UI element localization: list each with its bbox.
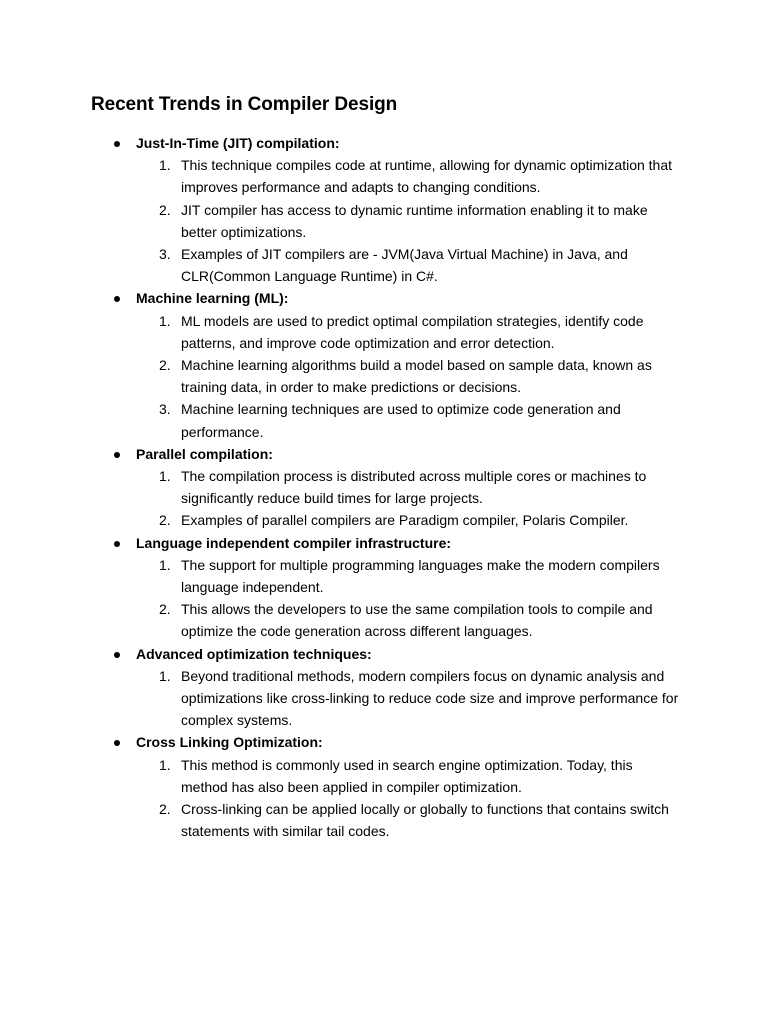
trend-points — [136, 465, 694, 532]
point-text: JIT compiler has access to dynamic runtime information enabling it to make better optimizations. — [181, 201, 648, 240]
bullet-icon — [114, 740, 120, 746]
trend-item-advanced-optimization — [114, 643, 694, 732]
list-number: 2 . — [159, 509, 177, 531]
list-number: 1 . — [159, 554, 177, 576]
point-text: Machine learning techniques are used to optimize code generation and performance. — [181, 401, 621, 440]
trend-point — [136, 465, 681, 509]
trend-point — [136, 154, 681, 198]
point-text: This technique compiles code at runtime, allowing for dynamic optimization that improves performance and adapts to changing conditions. — [181, 157, 673, 196]
trend-item-ml — [114, 287, 694, 442]
trend-points — [136, 665, 694, 732]
point-text: This allows the developers to use the same compilation tools to compile and optimize the code generation across different languages. — [181, 601, 653, 640]
trend-point — [136, 199, 681, 243]
trend-point — [136, 243, 681, 287]
point-text: The compilation process is distributed across multiple cores or machines to significantly reduce build times for large projects. — [181, 468, 647, 507]
list-number: 3 . — [159, 398, 177, 420]
trend-point — [136, 665, 681, 732]
list-number: 1 . — [159, 154, 177, 176]
page-title: Recent Trends in Compiler Design — [91, 94, 398, 115]
bullet-icon — [114, 296, 120, 302]
point-text: ML models are used to predict optimal compilation strategies, identify code patterns, and improve code optimization and error detection. — [181, 312, 644, 351]
trend-item-language-independent — [114, 532, 694, 643]
trend-list — [114, 132, 694, 842]
point-text: Beyond traditional methods, modern compilers focus on dynamic analysis and optimizations like cross-linking to reduce code size and improve performance for complex systems. — [181, 667, 679, 729]
list-number: 1 . — [159, 310, 177, 332]
list-number: 2 . — [159, 798, 177, 820]
trend-point — [136, 310, 681, 354]
bullet-icon — [114, 452, 120, 458]
list-number: 3 . — [159, 243, 177, 265]
point-text: This method is commonly used in search engine optimization. Today, this method has also been applied in compiler optimization. — [181, 756, 633, 795]
trend-points — [136, 310, 694, 443]
trend-points — [136, 754, 694, 843]
trend-point — [136, 509, 681, 531]
trend-item-jit — [114, 132, 694, 287]
trend-point — [136, 798, 681, 842]
trend-points — [136, 154, 694, 287]
trend-point — [136, 754, 681, 798]
point-text: Examples of parallel compilers are Paradigm compiler, Polaris Compiler. — [181, 512, 629, 529]
point-text: Examples of JIT compilers are - JVM(Java Virtual Machine) in Java, and CLR(Common Language Runtime) in C#. — [181, 246, 628, 285]
trend-item-cross-linking — [114, 731, 694, 842]
list-number: 1 . — [159, 665, 177, 687]
trend-heading: Language independent compiler infrastructure: — [136, 534, 452, 551]
list-number: 2 . — [159, 598, 177, 620]
bullet-icon — [114, 141, 120, 147]
point-text: The support for multiple programming languages make the modern compilers language independent. — [181, 556, 660, 595]
point-text: Machine learning algorithms build a model based on sample data, known as training data, in order to make predictions or decisions. — [181, 357, 652, 396]
list-number: 2 . — [159, 354, 177, 376]
trend-item-parallel — [114, 443, 694, 532]
point-text: Cross-linking can be applied locally or globally to functions that contains switch statements with similar tail codes. — [181, 801, 669, 840]
trend-heading: Cross Linking Optimization: — [136, 734, 323, 751]
list-number: 1 . — [159, 754, 177, 776]
trend-heading: Machine learning (ML): — [136, 290, 289, 307]
trend-point — [136, 598, 681, 642]
list-number: 1 . — [159, 465, 177, 487]
trend-point — [136, 354, 681, 398]
trend-heading: Parallel compilation: — [136, 445, 273, 462]
bullet-icon — [114, 541, 120, 547]
trend-point — [136, 554, 681, 598]
trend-heading: Just-In-Time (JIT) compilation: — [136, 135, 340, 151]
list-number: 2 . — [159, 199, 177, 221]
trend-points — [136, 554, 694, 643]
trend-point — [136, 398, 681, 442]
trend-heading: Advanced optimization techniques: — [136, 645, 372, 662]
bullet-icon — [114, 652, 120, 658]
